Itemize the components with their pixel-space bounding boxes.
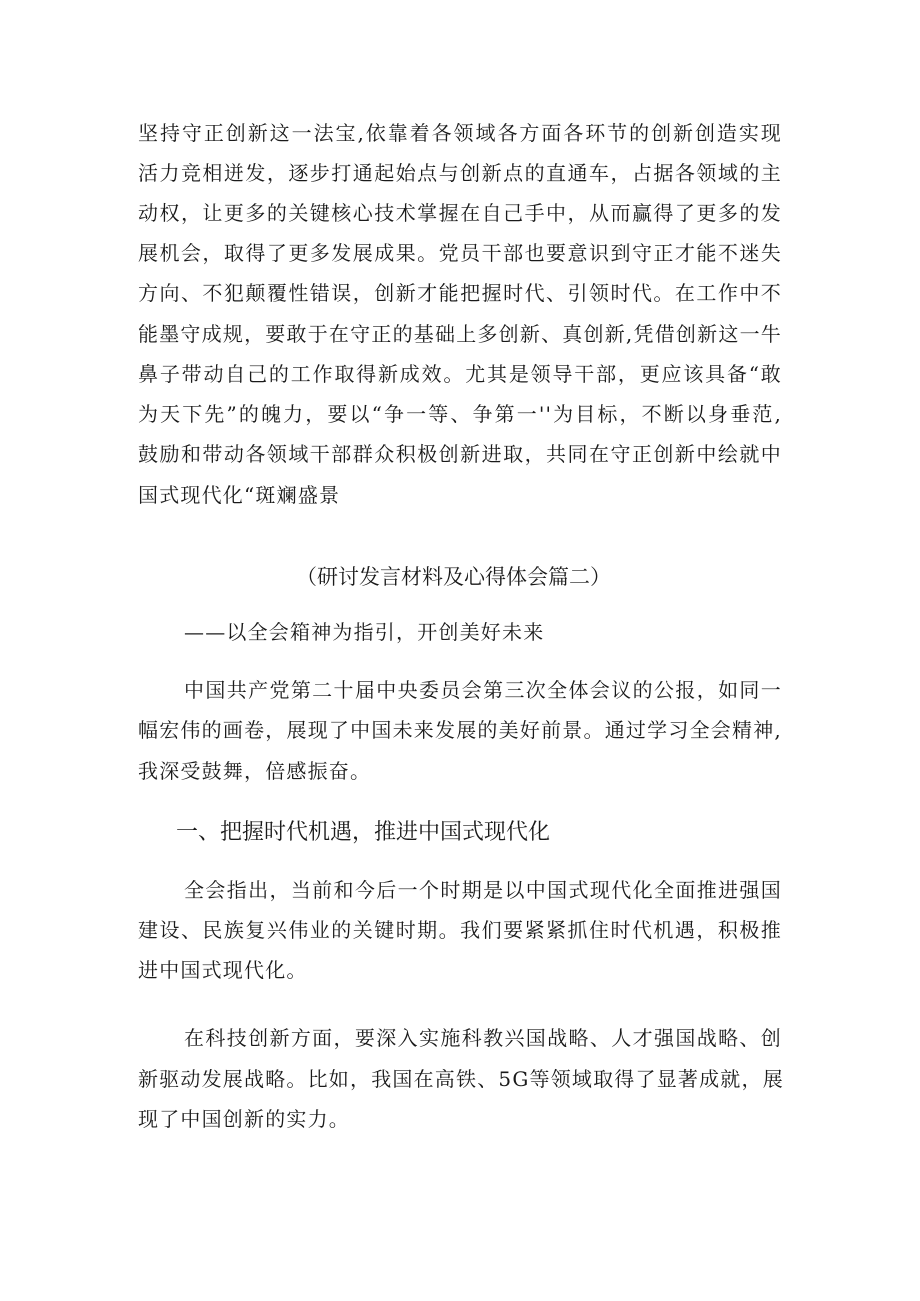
paragraph-line: 现了中国创新的实力。 [138, 1107, 350, 1131]
paragraph-line: 国式现代化“斑斓盛景 [138, 483, 341, 507]
section-title: （研讨发言材料及心得体会篇二） [296, 565, 611, 589]
paragraph-line: 建设、民族复兴伟业的关键时期。我们要紧紧抓住时代机遇，积极推 [138, 918, 782, 942]
paragraph-line: 我深受鼓舞，倍感振奋。 [138, 759, 372, 783]
paragraph-line: 方向、不犯颠覆性错误，创新才能把握时代、引领时代。在工作中不 [138, 281, 782, 305]
paragraph-line: 全会指出，当前和今后一个时期是以中国式现代化全面推进强国 [184, 878, 782, 902]
paragraph-line: 坚持守正创新这一法宝,依靠着各领域各方面各环节的创新创造实现 [138, 121, 782, 145]
paragraph-line: 能墨守成规，要敢于在守正的基础上多创新、真创新,凭借创新这一牛 [138, 322, 782, 346]
paragraph-line: 展机会，取得了更多发展成果。党员干部也要意识到守正才能不迷失 [138, 241, 782, 265]
paragraph-line: 新驱动发展战略。比如，我国在高铁、5G等领域取得了显著成就，展 [138, 1067, 784, 1091]
heading-1: 一、把握时代机遇，推进中国式现代化 [176, 820, 551, 845]
subtitle: ——以全会箱神为指引，开创美好未来 [184, 620, 545, 644]
paragraph-line: 在科技创新方面，要深入实施科教兴国战略、人才强国战略、创 [184, 1026, 782, 1050]
paragraph-line: 活力竞相迸发，逐步打通起始点与创新点的直通车，占据各领域的主 [138, 161, 782, 185]
paragraph-line: 为天下先”的魄力，要以“争一等、争第一''为目标，不断以身垂范, [138, 402, 782, 426]
paragraph-line: 进中国式现代化。 [138, 958, 308, 982]
paragraph-line: 幅宏伟的画卷，展现了中国未来发展的美好前景。通过学习全会精神, [138, 718, 782, 742]
paragraph-line: 鼓励和带动各领域干部群众积极创新进取，共同在守正创新中绘就中 [138, 442, 782, 466]
paragraph-line: 鼻子带动自己的工作取得新成效。尤其是领导干部，更应该具备“敢 [138, 362, 782, 386]
paragraph-line: 中国共产党第二十届中央委员会第三次全体会议的公报，如同一 [184, 678, 782, 702]
paragraph-line: 动权，让更多的关键核心技术掌握在自己手中，从而赢得了更多的发 [138, 201, 782, 225]
